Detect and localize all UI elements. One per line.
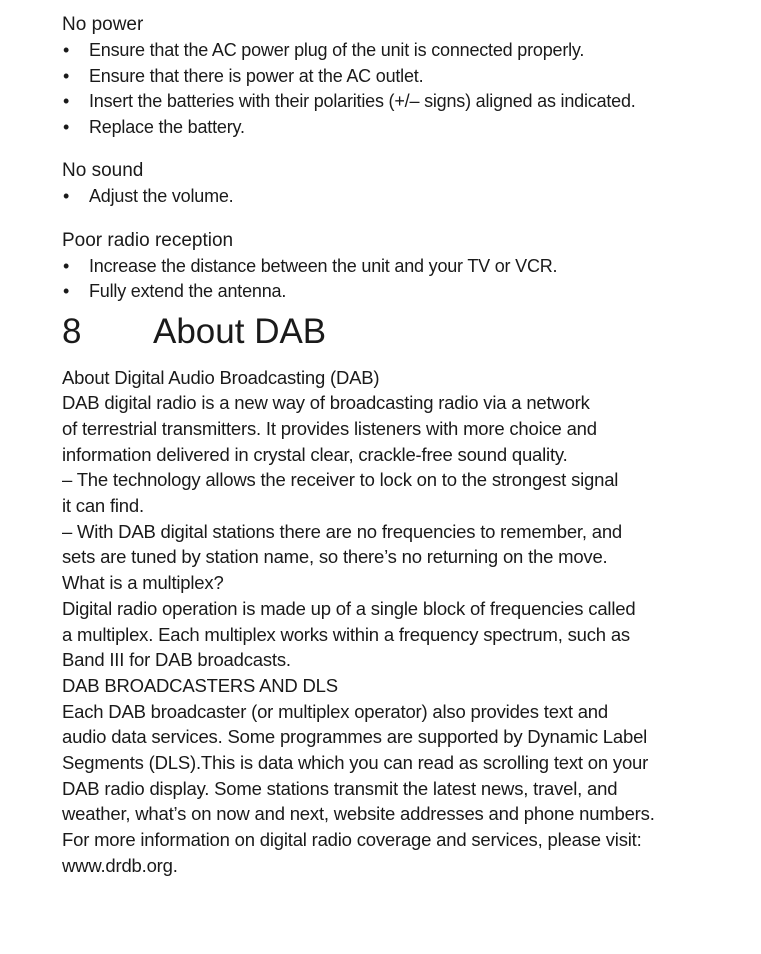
- bullet-icon: •: [63, 281, 70, 301]
- body-line: About Digital Audio Broadcasting (DAB): [62, 366, 380, 388]
- body-line: Segments (DLS).This is data which you can read as scrolling text on your: [62, 752, 649, 774]
- list-item: [62, 64, 712, 90]
- section-heading: No power: [62, 14, 144, 35]
- list-item: [62, 115, 712, 141]
- list-item: [62, 89, 712, 115]
- bullet-icon: •: [63, 255, 70, 276]
- body-line: audio data services. Some programmes are supported by Dynamic Label: [62, 726, 648, 748]
- list-item-text: Ensure that the AC power plug of the unit is connected properly.: [89, 40, 585, 60]
- list-item-text: Replace the battery.: [89, 116, 245, 137]
- body-line: sets are tuned by station name, so there’s no returning on the move.: [62, 546, 608, 568]
- body-line: information delivered in crystal clear, crackle-free sound quality.: [62, 443, 568, 465]
- list-item: [62, 279, 712, 305]
- bullet-icon: •: [63, 40, 70, 60]
- chapter-heading: [62, 307, 712, 357]
- section-heading: Poor radio reception: [62, 229, 234, 251]
- body-line: For more information on digital radio coverage and services, please visit:: [62, 829, 642, 851]
- body-line: – With DAB digital stations there are no frequencies to remember, and: [62, 520, 622, 542]
- bullet-list: [62, 184, 712, 210]
- troubleshoot-poor-reception: [62, 228, 712, 305]
- body-line: a multiplex. Each multiplex works within a frequency spectrum, such as: [62, 623, 630, 645]
- body-line: DAB digital radio is a new way of broadcasting radio via a network: [62, 392, 590, 414]
- troubleshoot-no-power: [62, 12, 712, 140]
- body-line: – The technology allows the receiver to lock on to the strongest signal: [62, 469, 619, 491]
- body-line: weather, what’s on now and next, website addresses and phone numbers.: [62, 803, 655, 825]
- bullet-list: [62, 254, 712, 305]
- list-item: [62, 254, 712, 280]
- body-line: DAB BROADCASTERS AND DLS: [62, 674, 338, 696]
- list-item-text: Fully extend the antenna.: [89, 281, 287, 301]
- body-line: Band III for DAB broadcasts.: [62, 649, 291, 671]
- bullet-list: [62, 38, 712, 140]
- bullet-icon: •: [63, 116, 70, 137]
- list-item-text: Ensure that there is power at the AC outlet.: [89, 65, 424, 86]
- list-item-text: Increase the distance between the unit and your TV or VCR.: [89, 255, 558, 276]
- body-line: What is a multiplex?: [62, 572, 224, 594]
- body-line: DAB radio display. Some stations transmit the latest news, travel, and: [62, 777, 618, 799]
- chapter-number: 8: [62, 311, 82, 351]
- chapter-title: About DAB: [153, 311, 327, 351]
- bullet-icon: •: [63, 65, 70, 86]
- list-item: [62, 38, 712, 64]
- body-line: of terrestrial transmitters. It provides listeners with more choice and: [62, 417, 597, 439]
- website-link[interactable]: www.drdb.org.: [62, 854, 178, 876]
- list-item-text: Adjust the volume.: [89, 186, 234, 206]
- manual-page: [62, 12, 712, 879]
- list-item-text: Insert the batteries with their polarities (+/– signs) aligned as indicated.: [89, 91, 636, 111]
- about-dab-body: [62, 365, 712, 879]
- body-line: Each DAB broadcaster (or multiplex operator) also provides text and: [62, 700, 608, 722]
- bullet-icon: •: [63, 186, 70, 206]
- troubleshoot-no-sound: [62, 158, 712, 210]
- section-heading: No sound: [62, 160, 144, 181]
- bullet-icon: •: [63, 91, 70, 111]
- body-line: Digital radio operation is made up of a single block of frequencies called: [62, 597, 636, 619]
- body-line: it can find.: [62, 495, 144, 517]
- list-item: [62, 184, 712, 210]
